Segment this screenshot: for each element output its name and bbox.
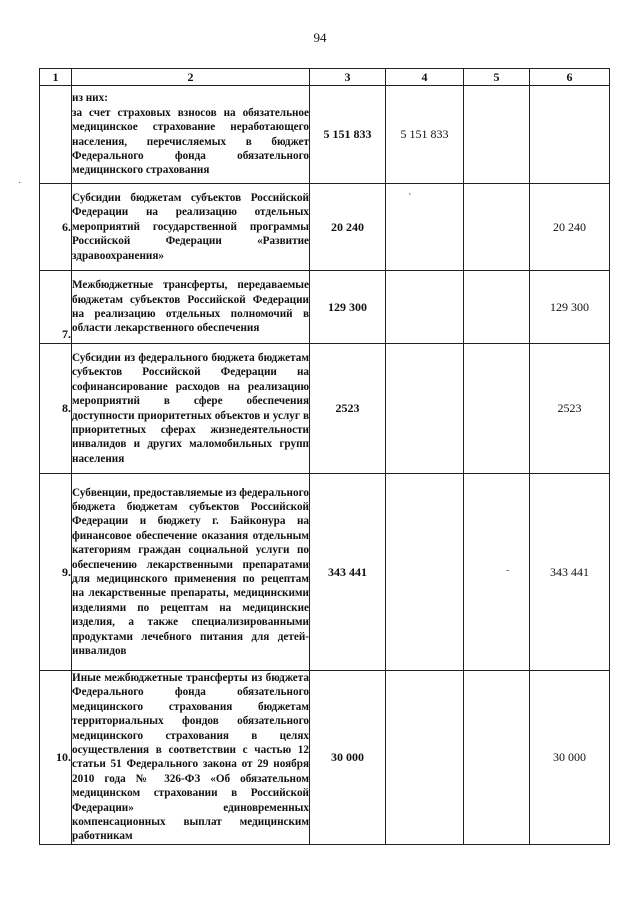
value-cell-c5: [464, 671, 530, 845]
table-row: [40, 184, 610, 271]
value-cell-c4: [386, 474, 464, 671]
row-description: [72, 271, 310, 344]
column-header: 3: [310, 69, 386, 86]
budget-table: [39, 68, 610, 845]
value-cell-c3: 343 441: [310, 474, 386, 671]
value-cell-c6: 30 000: [530, 671, 610, 845]
page-number: 94: [313, 30, 327, 45]
value-cell-c5: [464, 271, 530, 344]
row-number: 6.: [40, 184, 72, 271]
table-row: [40, 474, 610, 671]
value-cell-c3: 5 151 833: [310, 86, 386, 184]
description-text: Субсидии бюджетам субъектов Российской Федерации на реализацию отдельных мероприятий государственной программы Российской Федерации «Развитие здравоохранения»: [72, 191, 309, 262]
table-row: [40, 671, 610, 845]
column-header: 5: [464, 69, 530, 86]
row-description: [72, 671, 310, 845]
row-description: [72, 344, 310, 474]
value-cell-c4: [386, 271, 464, 344]
value-cell-c3: 30 000: [310, 671, 386, 845]
value-cell-c6: 2523: [530, 344, 610, 474]
row-number: 10.: [40, 671, 72, 845]
table-header-row: [40, 69, 610, 86]
table-row: [40, 271, 610, 344]
description-text: Межбюджетные трансферты, передаваемые бюджетам субъектов Российской Федерации на реализацию отдельных полномочий в области лекарственного обеспечения: [72, 279, 309, 335]
value-cell-c4: [386, 184, 464, 271]
scan-mark: ·: [18, 178, 22, 189]
value-cell-c3: 2523: [310, 344, 386, 474]
row-description: [72, 86, 310, 184]
description-text: за счет страховых взносов на обязательное медицинское страхование неработающего населения, перечисляемых в бюджет Федерального фонда обязательного медицинского страхования: [72, 106, 309, 177]
value-cell-c5: [464, 474, 530, 671]
value-cell-c5: [464, 86, 530, 184]
value-cell-c3: 129 300: [310, 271, 386, 344]
row-number: [40, 86, 72, 184]
value-cell-c5: [464, 184, 530, 271]
column-header: 4: [386, 69, 464, 86]
row-number: 8.: [40, 344, 72, 474]
description-text: Иные межбюджетные трансферты из бюджета Федерального фонда обязательного медицинского страхования бюджетам территориальных фондов обязательного медицинского страхования в целях осуществления в соответствии с частью 12 статьи 51 Федерального закона от 29 ноября 2010 года № 326-ФЗ «Об обязательном медицинском страховании в Российской Федерации» единовременных компенсационных выплат медицинским работникам: [72, 672, 309, 843]
value-cell-c6: 20 240: [530, 184, 610, 271]
value-cell-c4: 5 151 833: [386, 86, 464, 184]
table-body: [40, 86, 610, 845]
table-row: [40, 344, 610, 474]
column-header: 6: [530, 69, 610, 86]
value-cell-c6: [530, 86, 610, 184]
value-cell-c4: [386, 671, 464, 845]
value-cell-c6: 129 300: [530, 271, 610, 344]
description-text: Субсидии из федерального бюджета бюджетам субъектов Российской Федерации на софинансирование расходов на реализацию мероприятий в сфере обеспечения доступности приоритетных объектов и услуг в приоритетных сферах жизнедеятельности инвалидов и других маломобильных групп населения: [72, 351, 309, 465]
row-description: [72, 184, 310, 271]
column-header: 1: [40, 69, 72, 86]
row-number: 9.: [40, 474, 72, 671]
value-cell-c3: 20 240: [310, 184, 386, 271]
value-cell-c4: [386, 344, 464, 474]
value-cell-c6: 343 441: [530, 474, 610, 671]
value-cell-c5: [464, 344, 530, 474]
table-row: [40, 86, 610, 184]
scan-mark: -: [506, 565, 510, 576]
description-text: Субвенции, предоставляемые из федерального бюджета бюджетам субъектов Российской Федерации и бюджету г. Байконура на финансовое обеспечение оказания отдельным категориям граждан социальной услуги по обеспечению лекарственными препаратами для медицинского применения по рецептам на лекарственные препараты, медицинскими изделиями по рецептам на медицинские изделия, а также специализированными продуктами лечебного питания для детей-инвалидов: [72, 486, 309, 658]
row-number: 7.: [40, 271, 72, 344]
column-header: 2: [72, 69, 310, 86]
scan-mark: ': [409, 192, 411, 203]
description-text: из них:: [72, 92, 108, 105]
row-description: [72, 474, 310, 671]
